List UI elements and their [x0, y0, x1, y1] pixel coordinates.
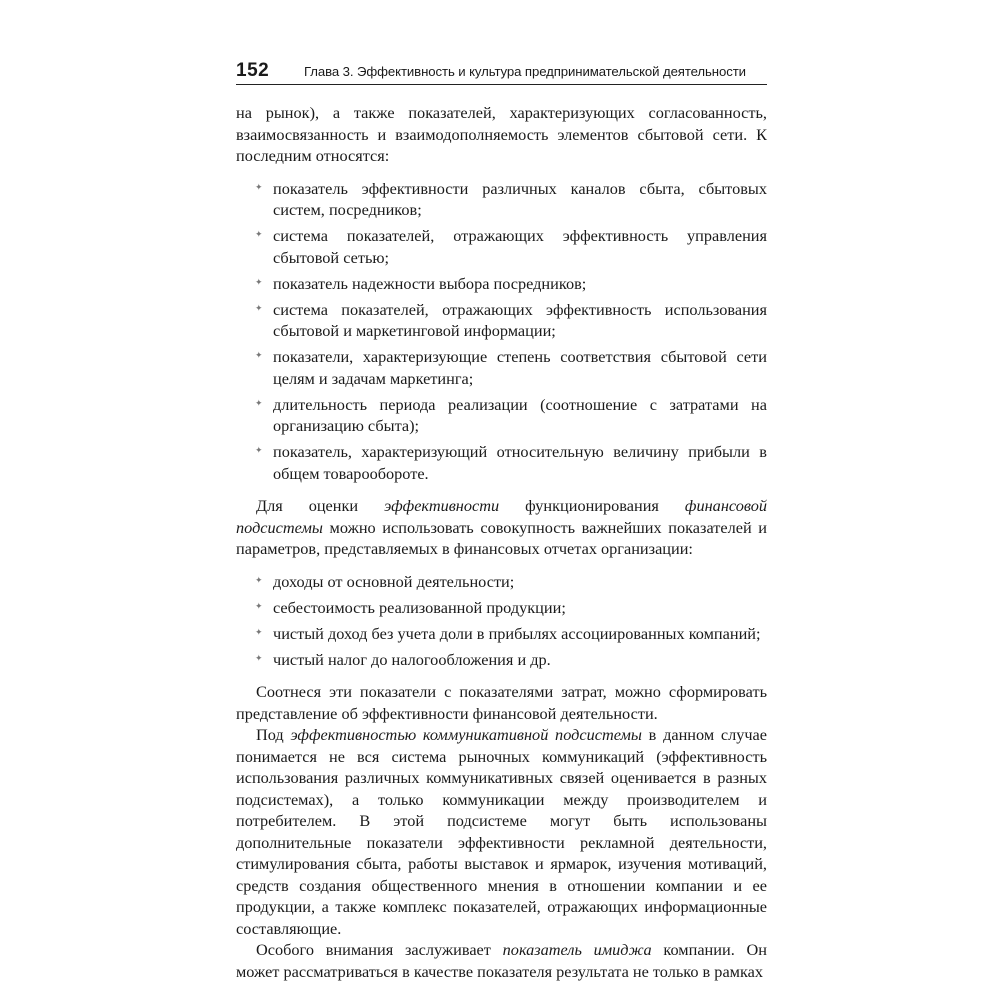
list-item: ✦ доходы от основной деятельности;: [236, 571, 767, 593]
paragraph-1: на рынок), а также показателей, характеризующих согласованность, взаимосвязанность и взаимодополняемость элементов сбытовой сети. К последним относятся:: [236, 103, 767, 165]
distribution-indicators-list: [236, 178, 767, 485]
list-item: ✦ система показателей, отражающих эффективность использования сбытовой и маркетинговой информации;: [236, 299, 767, 342]
list-item: ✦ показатели, характеризующие степень соответствия сбытовой сети целям и задачам маркетинга;: [236, 346, 767, 389]
list-item: ✦ показатель эффективности различных каналов сбыта, сбытовых систем, посредников;: [236, 178, 767, 221]
term-image-indicator: показатель имиджа: [502, 940, 652, 959]
financial-indicators-list: [236, 571, 767, 671]
page-header: [236, 58, 767, 85]
list-item: ✦ система показателей, отражающих эффективность управления сбытовой сетью;: [236, 225, 767, 268]
paragraph-5: Особого внимания заслуживает показатель имиджа компании. Он может рассматриваться в качестве показателя результата не только в рамках: [236, 940, 767, 981]
list-item: ✦ длительность периода реализации (соотношение с затратами на организацию сбыта);: [236, 394, 767, 437]
term-efficiency: эффективности: [384, 496, 500, 515]
term-communicative-subsystem: эффективностью коммуникативной подсистемы: [290, 725, 642, 744]
list-item: ✦ показатель надежности выбора посредников;: [236, 273, 767, 295]
paragraph-4: Под эффективностью коммуникативной подсистемы в данном случае понимается не вся система рыночных коммуникаций (эффективность использования различных коммуникативных связей оценивается в разных подсистемах), а только коммуникации между производителем и потребителем. В этой подсистеме могут быть использованы дополнительные показатели эффективности рекламной деятельности, стимулирования сбыта, работы выставок и ярмарок, изучения мотиваций, средств создания общественного мнения в отношении компании и ее продукции, а также комплекс показателей, отражающих информационные составляющие.: [236, 725, 767, 938]
running-title: Глава 3. Эффективность и культура предпринимательской деятельности: [304, 64, 746, 79]
term-financial-subsystem: финансовой подсистемы: [236, 496, 767, 537]
page-number: 152: [236, 60, 270, 81]
list-item: ✦ себестоимость реализованной продукции;: [236, 597, 767, 619]
paragraph-3: Соотнеся эти показатели с показателями затрат, можно сформировать представление об эффективности финансовой деятельности.: [236, 682, 767, 723]
paragraph-2: Для оценки эффективности функционирования финансовой подсистемы можно использовать совокупность важнейших показателей и параметров, представляемых в финансовых отчетах организации:: [236, 496, 767, 558]
page-body: [236, 102, 767, 982]
list-item: ✦ показатель, характеризующий относительную величину прибыли в общем товарообороте.: [236, 441, 767, 484]
list-item: ✦ чистый налог до налогообложения и др.: [236, 649, 767, 671]
list-item: ✦ чистый доход без учета доли в прибылях ассоциированных компаний;: [236, 623, 767, 645]
